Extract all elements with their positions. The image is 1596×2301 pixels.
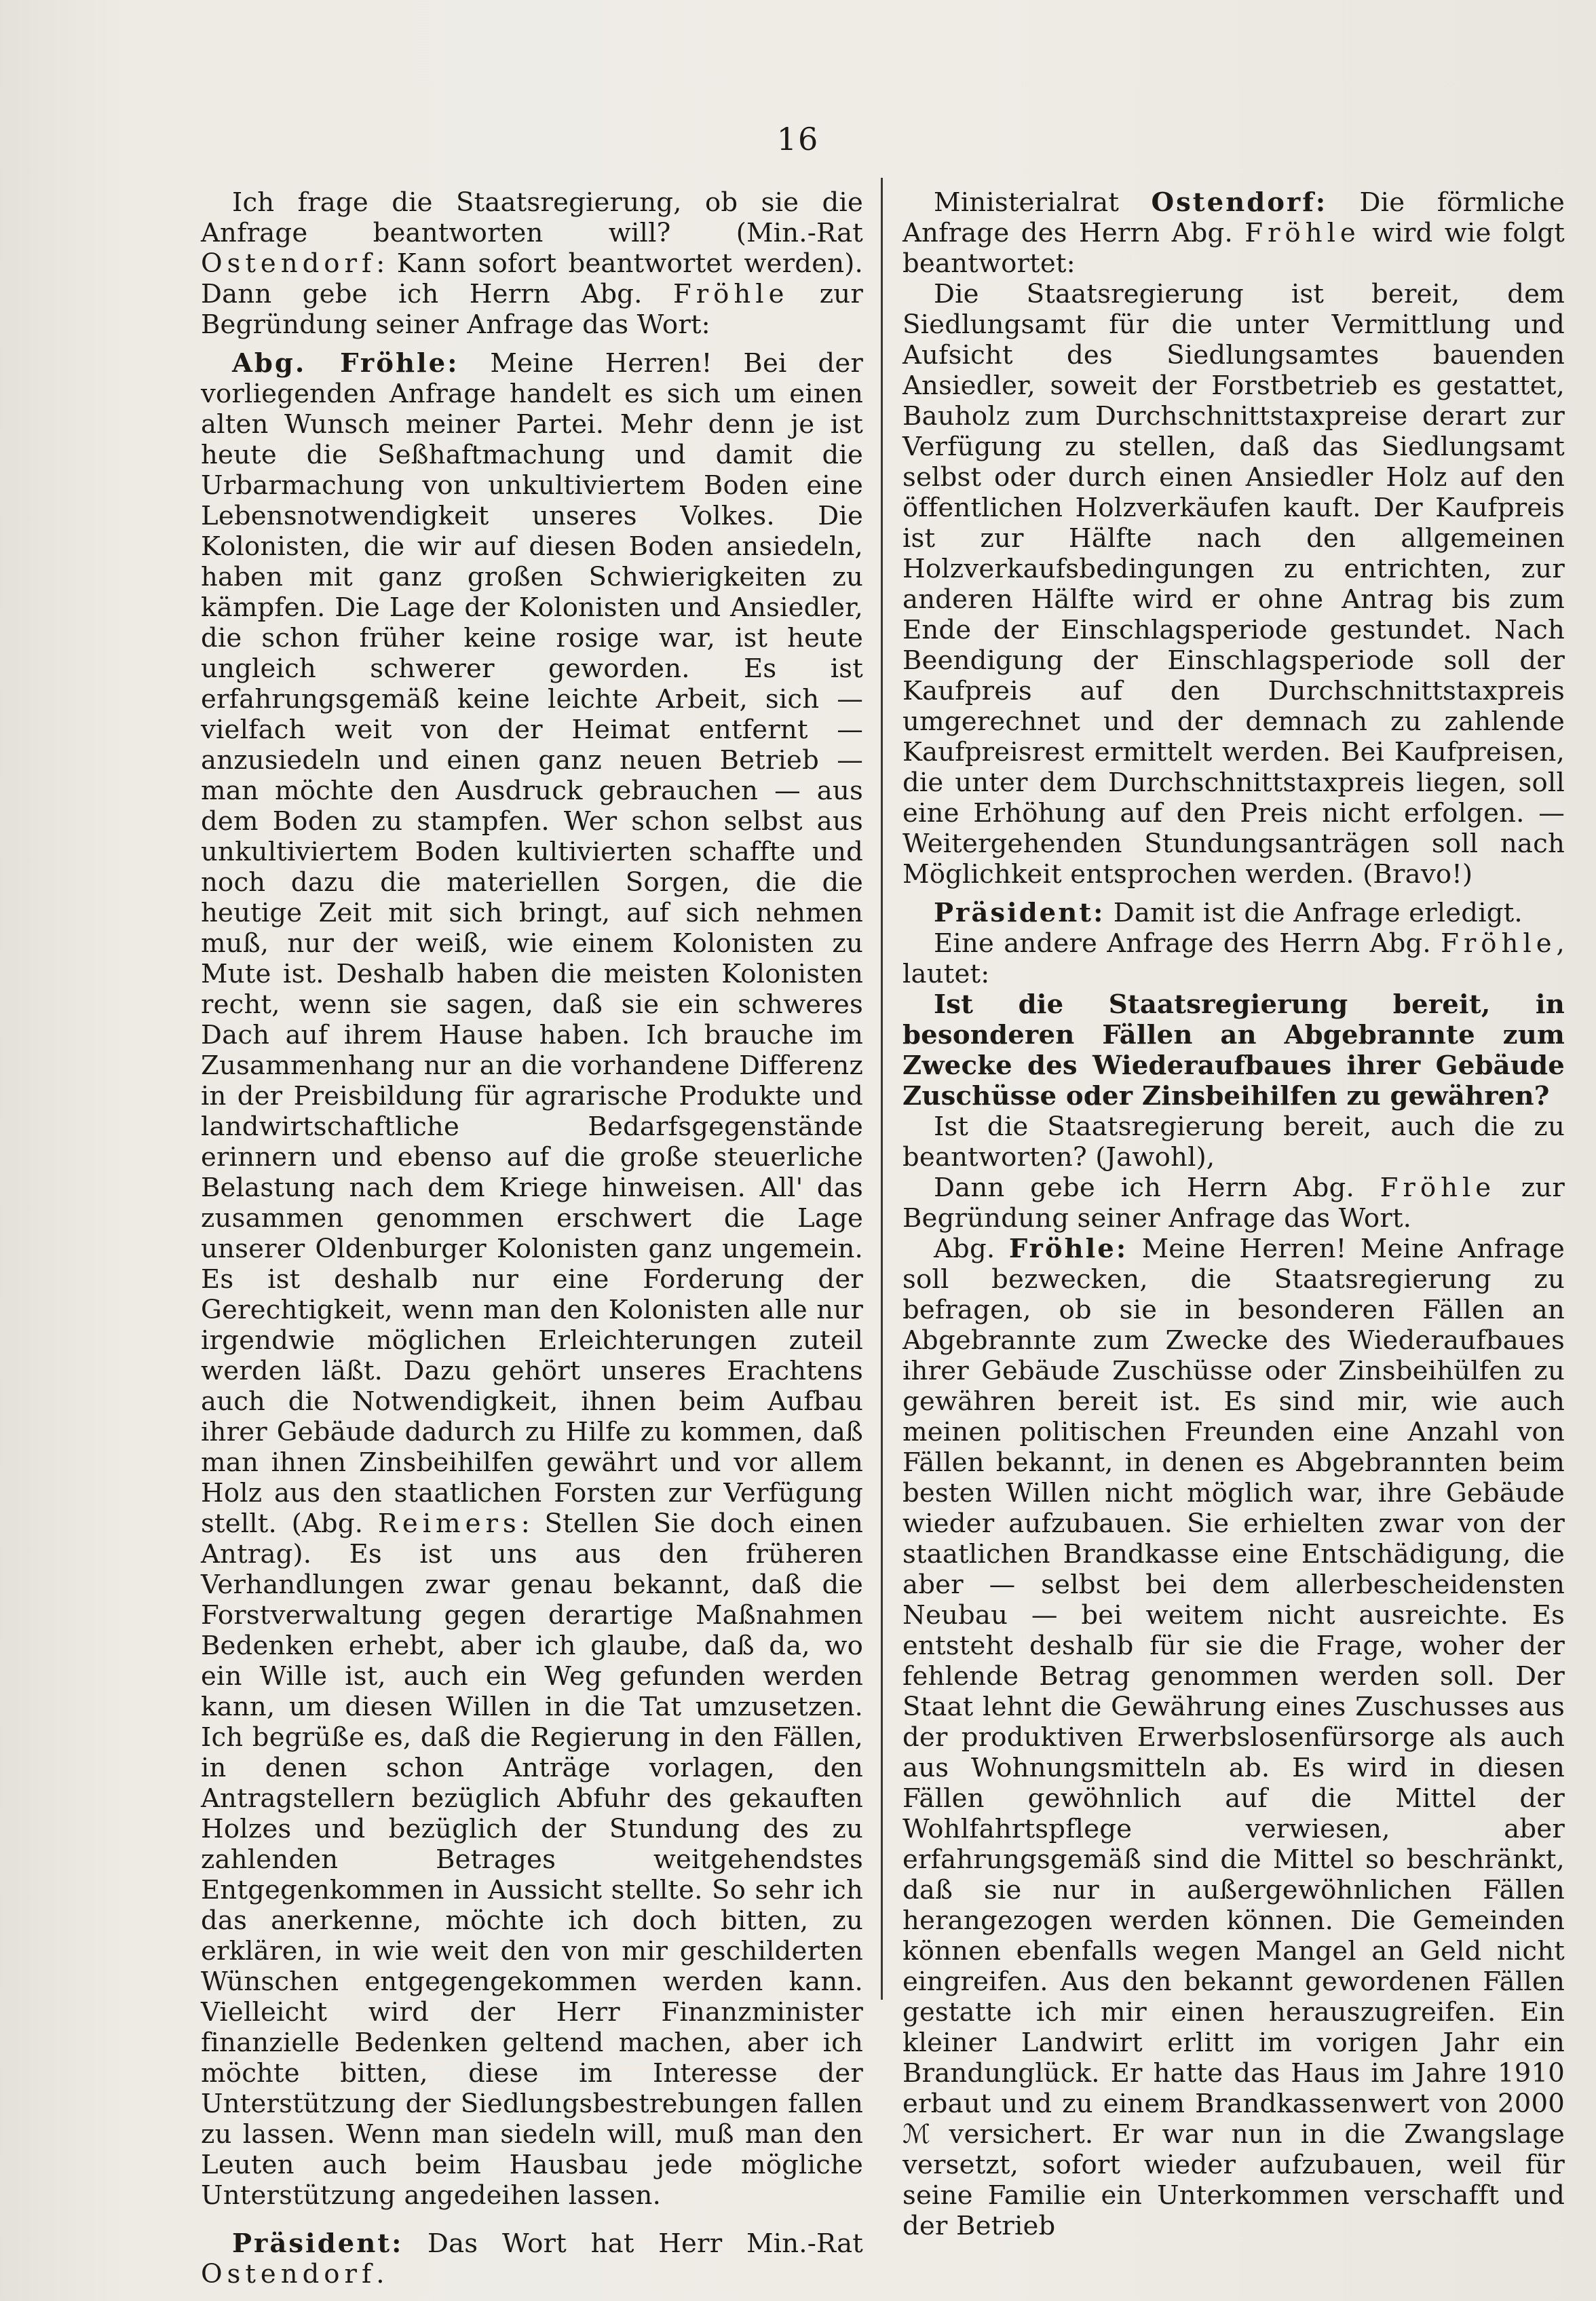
right-paragraph-7: Abg. Fröhle: Meine Herren! Meine Anfrage soll bezwecken, die Staatsregierung zu befragen, ob sie in besonderen Fällen an Abgebrannte zum Zwecke des Wiederaufbaues ihrer Gebäude Zuschüsse oder Zinsbeihülfen zu gewähren bereit ist. Es sind mir, wie auch meinen politischen Freunden eine Anzahl von Fällen bekannt, in denen es Abgebrannten beim besten Willen nicht möglich war, ihre Gebäude wieder aufzubauen. Sie erhielten zwar von der staatlichen Brandkasse eine Entschädigung, die aber — selbst bei dem allerbescheidensten Neubau — bei weitem nicht ausreichte. Es entsteht deshalb für sie die Frage, woher der fehlende Betrag genommen werden soll. Der Staat lehnt die Gewährung eines Zuschusses aus der produktiven Erwerbslosenfürsorge als auch aus Wohnungsmitteln ab. Es wird in diesen Fällen gewöhnlich auf die Mittel der Wohlfahrtspflege verwiesen, aber erfahrungsgemäß sind die Mittel so beschränkt, daß sie nur in außergewöhnlichen Fällen herangezogen werden können. Die Gemeinden können ebenfalls wegen Mangel an Geld nicht eingreifen. Aus den bekannt gewordenen Fällen gestatte ich mir einen herauszugreifen. Ein kleiner Landwirt erlitt im vorigen Jahr ein Brandunglück. Er hatte das Haus im Jahre 1910 erbaut und zu einem Brandkassenwert von 2000 ℳ versichert. Er war nun in die Zwangslage versetzt, sofort wieder aufzubauen, weil für seine Familie ein Unterkommen verschafft und der Betrieb	[902, 1234, 1565, 2241]
left-paragraph-2: Abg. Fröhle: Meine Herren! Bei der vorliegenden Anfrage handelt es sich um einen alten Wunsch meiner Partei. Mehr denn je ist heute die Seßhaftmachung und damit die Urbarmachung von unkultiviertem Boden eine Lebensnotwendigkeit unseres Volkes. Die Kolonisten, die wir auf diesen Boden ansiedeln, haben mit ganz großen Schwierigkeiten zu kämpfen. Die Lage der Kolonisten und Ansiedler, die schon früher keine rosige war, ist heute ungleich schwerer geworden. Es ist erfahrungsgemäß keine leichte Arbeit, sich — vielfach weit von der Heimat entfernt — anzusiedeln und einen ganz neuen Betrieb — man möchte den Ausdruck gebrauchen — aus dem Boden zu stampfen. Wer schon selbst aus unkultiviertem Boden kultivierten schaffte und noch dazu die materiellen Sorgen, die die heutige Zeit mit sich bringt, auf sich nehmen muß, nur der weiß, wie einem Kolonisten zu Mute ist. Deshalb haben die meisten Kolonisten recht, wenn sie sagen, daß sie ein schweres Dach auf ihrem Hause haben. Ich brauche im Zusammenhang nur an die vorhandene Differenz in der Preisbildung für agrarische Produkte und landwirtschaftliche Bedarfsgegenstände erinnern und ebenso auf die große steuerliche Belastung nach dem Kriege hinweisen. All' das zusammen genommen erschwert die Lage unserer Oldenburger Kolonisten ganz ungemein. Es ist deshalb nur eine Forderung der Gerechtigkeit, wenn man den Kolonisten alle nur irgendwie möglichen Erleichterungen zuteil werden läßt. Dazu gehört unseres Erachtens auch die Notwendigkeit, ihnen beim Aufbau ihrer Gebäude dadurch zu Hilfe zu kommen, daß man ihnen Zinsbeihilfen gewährt und vor allem Holz aus den staatlichen Forsten zur Verfügung stellt. (Abg. Reimers: Stellen Sie doch einen Antrag). Es ist uns aus den früheren Verhandlungen zwar genau bekannt, daß die Forstverwaltung gegen derartige Maßnahmen Bedenken erhebt, aber ich glaube, daß da, wo ein Wille ist, auch ein Weg gefunden werden kann, um diesen Willen in die Tat umzusetzen. Ich begrüße es, daß die Regierung in den Fällen, in denen schon Anträge vorlagen, den Antragstellern bezüglich Abfuhr des gekauften Holzes und bezüglich der Stundung des zu zahlenden Betrages weitgehendstes Entgegenkommen in Aussicht stellte. So sehr ich das anerkenne, möchte ich doch bitten, zu erklären, in wie weit den von mir geschilderten Wünschen entgegengekommen werden kann. Vielleicht wird der Herr Finanzminister finanzielle Bedenken geltend machen, aber ich möchte bitten, diese im Interesse der Unterstützung der Siedlungsbestrebungen fallen zu lassen. Wenn man siedeln will, muß man den Leuten auch beim Hausbau jede mögliche Unterstützung angedeihen lassen.	[201, 348, 863, 2211]
left-paragraph-3: Präsident: Das Wort hat Herr Min.-Rat Ostendorf.	[201, 2228, 863, 2289]
speaker-name: Fröhle	[1380, 1173, 1496, 1203]
right-paragraph-5: Ist die Staatsregierung bereit, auch die zu beantworten? (Jawohl),	[902, 1111, 1565, 1173]
right-paragraph-2: Die Staatsregierung ist bereit, dem Siedlungsamt für die unter Vermittlung und Aufsicht des Siedlungsamtes bauenden Ansiedler, soweit der Forstbetrieb es gestattet, Bauholz zum Durchschnittstaxpreise derart zur Verfügung zu stellen, daß das Siedlungsamt selbst oder durch einen Ansiedler Holz auf den öffentlichen Holzverkäufen kauft. Der Kaufpreis ist zur Hälfte nach den allgemeinen Holzverkaufsbedingungen zu entrichten, zur anderen Hälfte wird er ohne Antrag bis zum Ende der Einschlagsperiode gestundet. Nach Beendigung der Einschlagsperiode soll der Kaufpreis auf den Durchschnittstaxpreis umgerechnet und der demnach zu zahlende Kaufpreisrest ermittelt werden. Bei Kaufpreisen, die unter dem Durchschnittstaxpreis liegen, soll eine Erhöhung auf den Preis nicht erfolgen. — Weitergehenden Stundungsanträgen soll nach Möglichkeit entsprochen werden. (Bravo!)	[902, 279, 1565, 890]
speaker-label: Präsident:	[934, 898, 1105, 928]
speaker-name: Reimers	[377, 1508, 521, 1539]
speaker-name: Ostendorf	[201, 2259, 377, 2289]
speaker-label: Fröhle:	[1008, 1234, 1128, 1264]
speaker-label: Abg. Fröhle:	[232, 348, 459, 379]
speaker-name: Fröhle	[1441, 928, 1557, 959]
speaker-name: Fröhle	[1244, 218, 1361, 248]
left-column	[201, 187, 863, 2289]
speaker-label: Präsident:	[232, 2228, 404, 2259]
formal-question: Ist die Staatsregierung bereit, in besonderen Fällen an Abgebrannte zum Zwecke des Wiederaufbaues ihrer Gebäude Zuschüsse oder Zinsbeihilfen zu gewähren?	[902, 989, 1565, 1111]
page-number: 16	[776, 121, 820, 157]
speaker-name: Fröhle	[672, 279, 789, 309]
speaker-label: Ostendorf:	[1151, 187, 1328, 218]
left-paragraph-1: Ich frage die Staatsregierung, ob sie die Anfrage beantworten will? (Min.-Rat Ostendorf: Kann sofort beantwortet werden). Dann gebe ich Herrn Abg. Fröhle zur Begründung seiner Anfrage das Wort:	[201, 187, 863, 340]
right-paragraph-4: Eine andere Anfrage des Herrn Abg. Fröhle, lautet:	[902, 928, 1565, 989]
right-paragraph-6: Dann gebe ich Herrn Abg. Fröhle zur Begründung seiner Anfrage das Wort.	[902, 1173, 1565, 1234]
column-divider	[881, 178, 883, 2000]
right-paragraph-3: Präsident: Damit ist die Anfrage erledigt.	[934, 898, 1523, 928]
speaker-name: Ostendorf	[201, 248, 377, 279]
right-column	[902, 187, 1565, 2241]
right-paragraph-1: Ministerialrat Ostendorf: Die förmliche Anfrage des Herrn Abg. Fröhle wird wie folgt beantwortet:	[902, 187, 1565, 279]
